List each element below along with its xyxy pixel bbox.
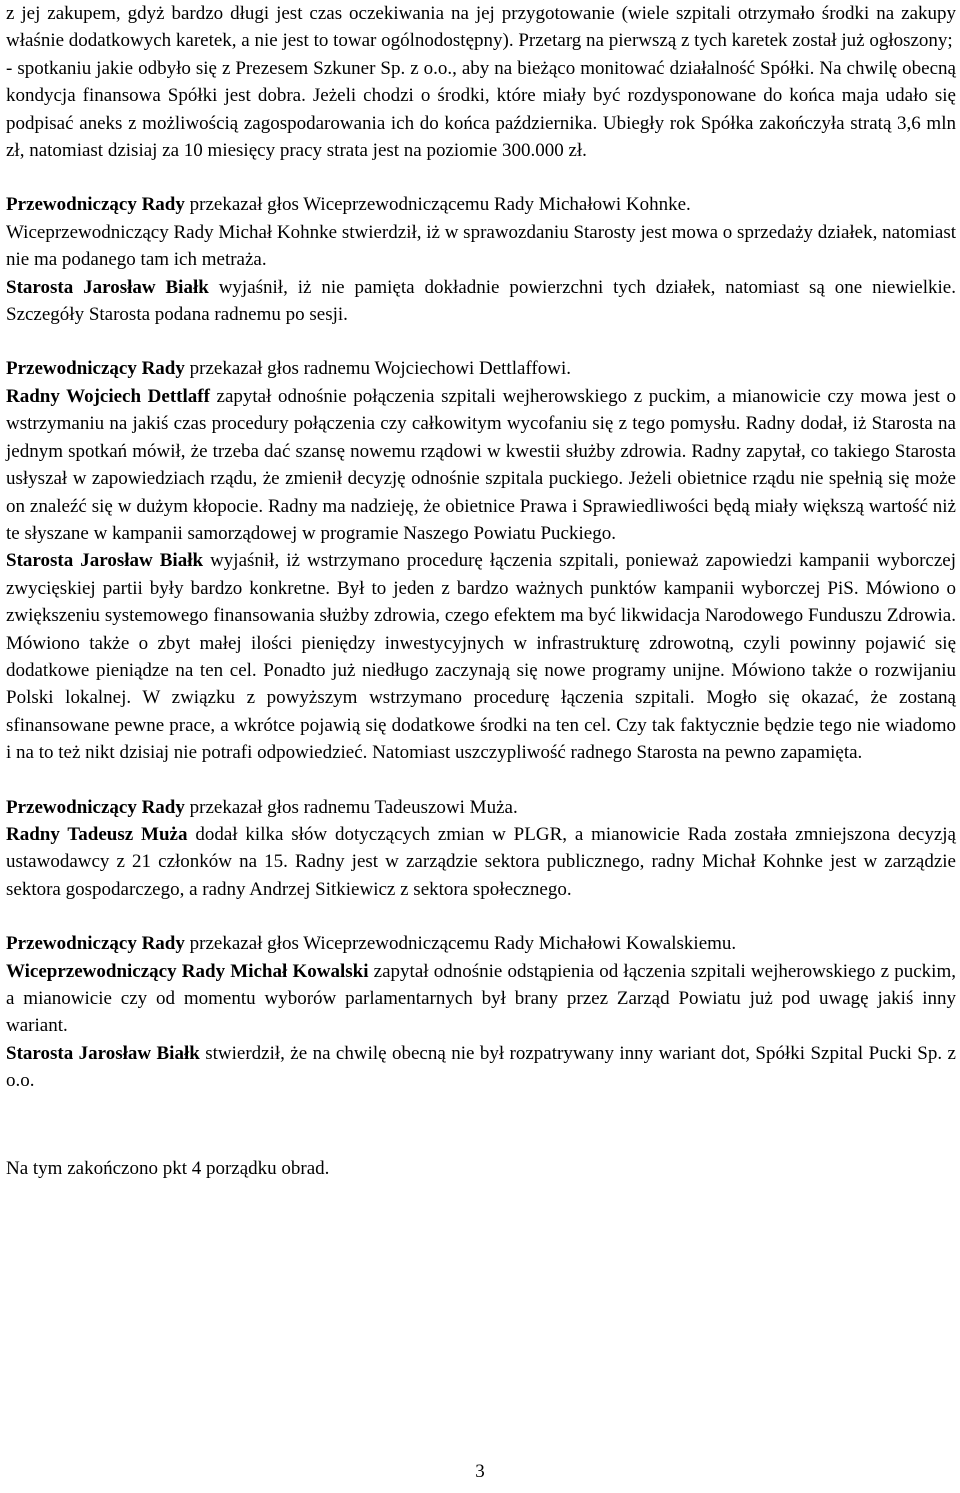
speaker-name: Wiceprzewodniczący Rady Michał Kowalski	[6, 960, 369, 982]
paragraph-text: przekazał głos radnemu Wojciechowi Dettlaffowi.	[184, 358, 571, 380]
speaker-name: Przewodniczący Rady	[6, 358, 185, 380]
paragraph-company-meeting: - spotkaniu jakie odbyło się z Prezesem Szkuner Sp. z o.o., aby na bieżąco monitować działalność Spółki. Na chwilę obecną kondycja finansowa Spółki jest dobra. Jeżeli chodzi o środki, które miały być rozdysponowane do końca maja udało się podpisać aneks z możliwością zagospodarowania ich do końca października. Ubiegły rok Spółka zakończyła stratą 3,6 mln zł, natomiast dzisiaj za 10 miesięcy pracy strata jest na poziomie 300.000 zł.	[6, 57, 956, 162]
paragraph-bialk-answer-plots	[6, 274, 956, 329]
speaker-name: Starosta Jarosław Białk	[6, 276, 209, 298]
paragraph-text: dodał kilka słów dotyczących zmian w PLGR, a mianowicie Rada została zmniejszona decyzją ustawodawcy z 21 członków na 15. Radny jest w zarządzie sektora publicznego, radny Michał Kohnke jest w zarządzie sektora gospodarczego, a radny Andrzej Sitkiewicz z sektora społecznego.	[6, 823, 956, 900]
speaker-name: Przewodniczący Rady	[6, 796, 185, 818]
paragraph-text: przekazał głos Wiceprzewodniczącemu Rady Michałowi Kohnke.	[184, 194, 691, 216]
paragraph-text: zapytał odnośnie połączenia szpitali wejherowskiego z puckim, a mianowicie czy mowa jest o wstrzymaniu na jakiś czas procedury połączenia czy całkowitym wycofaniu się z tego pomysłu. Radny dodał, iż Starosta na jednym spotkań mówił, że trzeba dać szansę nowemu rządowi w kwestii służby zdrowia. Radny zapytał, co takiego Starosta usłyszał w zapowiedziach rządu, że zmienił decyzję odnośnie szpitala puckiego. Jeżeli obietnice rządu nie spełnią się może on znaleźć się w dużym kłopocie. Radny ma nadzieję, że obietnice Prawa i Sprawiedliwości będą miały większą wartość niż te słyszane w kampanii samorządowej w programie Naszego Powiatu Puckiego.	[6, 385, 956, 544]
paragraph-chair-dettlaff	[6, 355, 956, 382]
paragraph-hospital-ambulances: z jej zakupem, gdyż bardzo długi jest czas oczekiwania na jej przygotowanie (wiele szpitali otrzymało środki na zakupy właśnie dodatkowych karetek, a nie jest to towar ogólnodostępny). Przetarg na pierwszą z tych karetek został już ogłoszony;	[6, 3, 956, 52]
paragraph-muza-statement	[6, 821, 956, 903]
paragraph-gap	[6, 903, 956, 930]
paragraph-chair-kowalski	[6, 930, 956, 957]
speaker-name: Przewodniczący Rady	[6, 194, 185, 216]
paragraph-gap	[6, 164, 956, 191]
speaker-name: Przewodniczący Rady	[6, 933, 185, 955]
paragraph-chair-kohnke	[6, 191, 956, 218]
paragraph-text: przekazał głos Wiceprzewodniczącemu Rady Michałowi Kowalskiemu.	[184, 933, 737, 955]
paragraph-text: przekazał głos radnemu Tadeuszowi Mużа.	[184, 796, 518, 818]
speaker-name: Starosta Jarosław Białk	[6, 550, 204, 572]
paragraph-text: stwierdził, że na chwilę obecną nie był rozpatrywany inny wariant dot, Spółki Szpital Pucki Sp. z o.o.	[6, 1042, 956, 1092]
speaker-name: Radny Tadeusz Muża	[6, 823, 188, 845]
paragraph-text: zapytał odnośnie odstąpienia od łączenia szpitali wejherowskiego z puckim, a mianowicie czy od momentu wyborów parlamentarnych był brany przez Zarząd Powiatu już pod uwagę jakiś inny wariant.	[6, 960, 956, 1037]
page-number: 3	[475, 1461, 485, 1482]
paragraph-gap	[6, 328, 956, 355]
paragraph-gap	[6, 1095, 956, 1155]
document-body	[6, 0, 956, 1182]
paragraph-bialk-answer-hospitals	[6, 547, 956, 766]
paragraph-chair-muza	[6, 794, 956, 821]
paragraph-text: wyjaśnił, iż nie pamięta dokładnie powierzchni tych działek, natomiast są one niewielkie. Szczegóły Starosta podana radnemu po sesji.	[6, 276, 956, 326]
speaker-name: Starosta Jarosław Białk	[6, 1042, 200, 1064]
paragraph-dettlaff-question	[6, 383, 956, 547]
paragraph-gap	[6, 767, 956, 794]
paragraph-kowalski-question	[6, 958, 956, 1040]
paragraph-bialk-answer-variant	[6, 1040, 956, 1095]
paragraph-kohnke-question: Wiceprzewodniczący Rady Michał Kohnke stwierdził, iż w sprawozdaniu Starosty jest mowa o sprzedaży działek, natomiast nie ma podanego tam ich metraża.	[6, 221, 956, 271]
paragraph-closing: Na tym zakończono pkt 4 porządku obrad.	[6, 1157, 330, 1179]
paragraph-text: wyjaśnił, iż wstrzymano procedurę łączenia szpitali, ponieważ zapowiedzi kampanii wyborczej zwycięskiej partii były bardzo konkretne. Był to jeden z bardzo ważnych punktów kampanii wyborczej PiS. Mówiono o zwiększeniu systemowego finansowania służby zdrowia, czego efektem ma być likwidacja Narodowego Funduszu Zdrowia. Mówiono także o zbyt małej ilości pieniędzy inwestycyjnych w infrastrukturę zdrowotną, czyli powinny pojawić się dodatkowe pieniądze na ten cel. Ponadto już niedługo zaczynają się nowe programy unijne. Mówiono także o rozwijaniu Polski lokalnej. W związku z powyższym wstrzymano procedurę łączenia szpitali. Mogło się okazać, że zostaną sfinansowane pewne prace, a wkrótce pojawią się dodatkowe środki na ten cel. Czy tak faktycznie będzie tego nie wiadomo i na to też nikt dzisiaj nie potrafi odpowiedzieć. Natomiast uszczypliwość radnego Starosta na pewno zapamięta.	[6, 550, 956, 764]
speaker-name: Radny Wojciech Dettlaff	[6, 385, 210, 407]
